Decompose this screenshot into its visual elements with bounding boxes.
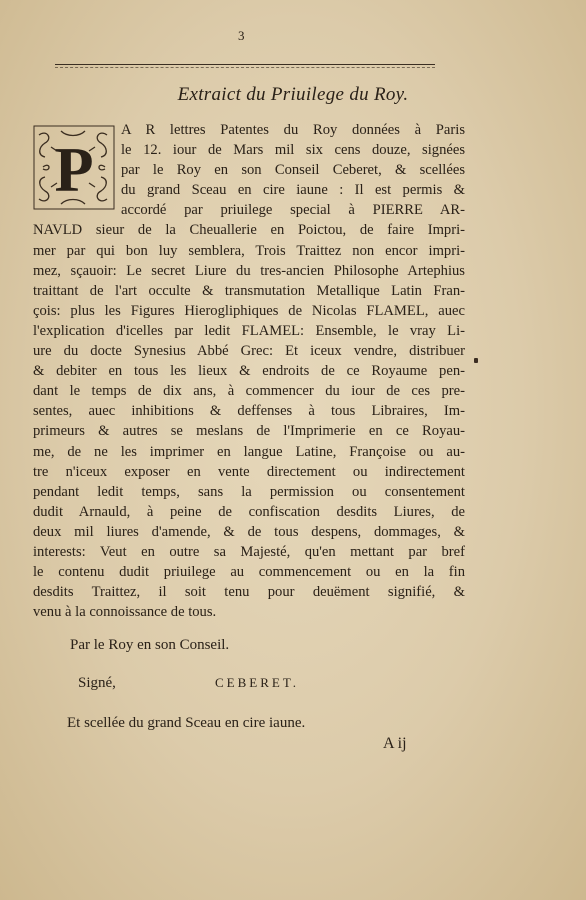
text-line: desdits Traittez, il soit tenu pour deuëment signifié, &: [33, 584, 465, 601]
text-line: & debiter en tous les lieux & endroits de ce Royaume pen-: [33, 363, 465, 380]
text-line: venu à la connoissance de tous.: [33, 604, 217, 621]
privilege-body: [33, 120, 465, 622]
text-line: sentes, auec inhibitions & deffenses à tous Libraires, Im-: [33, 403, 465, 420]
signoff-signed-label: Signé,: [78, 675, 116, 691]
text-line: pendant ledit temps, sans la permission ou consentement: [33, 483, 465, 500]
text-line: interests: Veut en outre sa Majesté, qu'en mettant par bref: [33, 543, 465, 560]
text-line: ure du docte Synesius Abbé Grec: Et iceux vendre, distribuer: [33, 343, 465, 360]
header-rule: [55, 64, 435, 65]
text-line: çois: plus les Figures Hierogliphiques de Nicolas FLAMEL, auec: [33, 302, 465, 319]
text-line: tre n'iceux exposer en vente directement ou indirectement: [33, 463, 465, 480]
text-line: l'explication d'icelles par ledit FLAMEL: Ensemble, le vray Li-: [33, 322, 465, 339]
text-line: par le Roy en son Conseil Ceberet, & scellées: [121, 162, 465, 179]
drop-cap-letter: P: [54, 134, 94, 205]
text-line: mer par qui bon luy semblera, Trois Traittez non encor impri-: [33, 242, 465, 259]
ink-spot: [474, 358, 478, 363]
text-line: le contenu dudit priuilege au commencement ou en la fin: [33, 564, 465, 581]
page-heading: Extraict du Priuilege du Roy.: [177, 84, 409, 105]
signature-mark: A ij: [383, 735, 407, 752]
text-line: le 12. iour de Mars mil six cens douze, signées: [121, 142, 465, 159]
text-line: mez, sçauoir: Le secret Liure du tres-ancien Philosophe Artephius: [33, 262, 465, 279]
signoff-by-king: Par le Roy en son Conseil.: [70, 637, 230, 653]
signoff-sealed: Et scellée du grand Sceau en cire iaune.: [67, 715, 306, 731]
text-line: A R lettres Patentes du Roy données à Paris: [121, 122, 465, 138]
text-line: me, de ne les imprimer en langue Latine, Françoise ou au-: [33, 443, 465, 460]
text-line: du grand Sceau en cire iaune : Il est permis &: [121, 182, 465, 199]
text-line: primeurs & autres se meslans de l'Imprimerie en ce Royau-: [33, 423, 465, 440]
text-line: dant le temps de dix ans, à commencer du iour de ces pre-: [33, 383, 465, 400]
page-number: 3: [238, 28, 245, 43]
text-line: deux mil liures d'amende, & de tous despens, dommages, &: [33, 523, 465, 540]
header-rule-dashed: [55, 67, 435, 68]
text-line: accordé par priuilege special à PIERRE AR-: [121, 202, 465, 219]
signoff-signer: CEBERET.: [215, 675, 300, 690]
text-line: NAVLD sieur de la Cheuallerie en Poictou, de faire Impri-: [33, 222, 465, 239]
text-line: dudit Arnauld, à peine de confiscation desdits Liures, de: [33, 503, 465, 520]
text-line: traittant de l'art occulte & transmutation Metallique Latin Fran-: [33, 282, 465, 299]
